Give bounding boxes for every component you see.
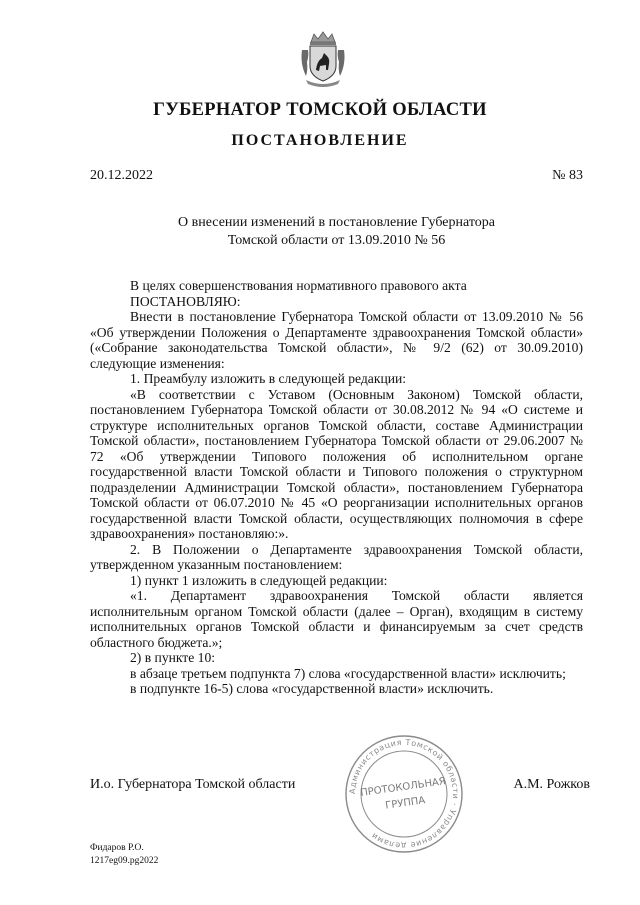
document-number: № 83: [552, 168, 583, 183]
document-subject: [90, 214, 583, 250]
subject-line: Томской области от 13.09.2010 № 56: [227, 233, 446, 248]
stamp-seal-icon: [342, 732, 466, 856]
coat-of-arms-icon: [298, 30, 348, 88]
stamp-center-text: ПРОТОКОЛЬНАЯ: [359, 776, 447, 799]
document-body: [90, 278, 583, 697]
document-date: 20.12.2022: [90, 168, 153, 183]
document-type: ПОСТАНОВЛЕНИЕ: [231, 132, 409, 149]
body-paragraph: В целях совершенствования нормативного правового акта: [130, 278, 467, 293]
stamp-center-text: ГРУППА: [384, 795, 426, 812]
body-paragraph: в абзаце третьем подпункта 7) слова «государственной власти» исключить;: [130, 665, 566, 681]
executor-name: Фидаров Р.О.: [90, 843, 144, 853]
body-paragraph: 2. В Положении о Департаменте здравоохранения Томской области, утвержденном указанным постановлением:: [90, 541, 583, 572]
body-paragraph: 1. Преамбулу изложить в следующей редакции:: [130, 371, 407, 386]
authority-title: ГУБЕРНАТОР ТОМСКОЙ ОБЛАСТИ: [153, 100, 487, 120]
body-paragraph: «1. Департамент здравоохранения Томской области является исполнительным органом Томской области (далее – Орган), входящим в систему исполнительных органов Томской области и финансируемым за счет средств областного бюджета.»;: [90, 588, 583, 650]
subject-line: О внесении изменений в постановление Губернатора: [178, 215, 495, 230]
body-paragraph: в подпункте 16-5) слова «государственной власти» исключить.: [130, 681, 494, 696]
document-code: 1217eg09.pg2022: [90, 856, 159, 866]
body-paragraph: «В соответствии с Уставом (Основным Законом) Томской области, постановлением Губернатора Томской области от 30.08.2012 № 94 «О системе и структуре исполнительных органов Томской области, составе Администрации Томской области», постановлением Губернатора Томской области от 29.06.2007 № 72 «Об утверждении Типового положения об исполнительном органе государственной власти Томской области и Типового положения о структурном подразделении Администрации Томской области», постановлением Губернатора Томской области от 06.07.2010 № 45 «О реорганизации исполнительных органов государственной власти Томской области, осуществляющих полномочия в сфере здравоохранения» постановляю:».: [90, 386, 583, 541]
signatory-position: И.о. Губернатора Томской области: [90, 777, 296, 792]
body-paragraph: ПОСТАНОВЛЯЮ:: [130, 293, 241, 309]
stamp-ring-text: Администрация Томской области · Управление делами: [347, 737, 461, 851]
body-paragraph: 2) в пункте 10:: [130, 650, 216, 665]
signatory-name: А.М. Рожков: [513, 777, 590, 792]
body-paragraph: Внести в постановление Губернатора Томской области от 13.09.2010 № 56 «Об утверждении Положения о Департаменте здравоохранения Томской области» («Собрание законодательства Томской области», № 9/2 (62) от 30.09.2010) следующие изменения:: [90, 309, 583, 371]
body-paragraph: 1) пункт 1 изложить в следующей редакции:: [130, 572, 388, 588]
